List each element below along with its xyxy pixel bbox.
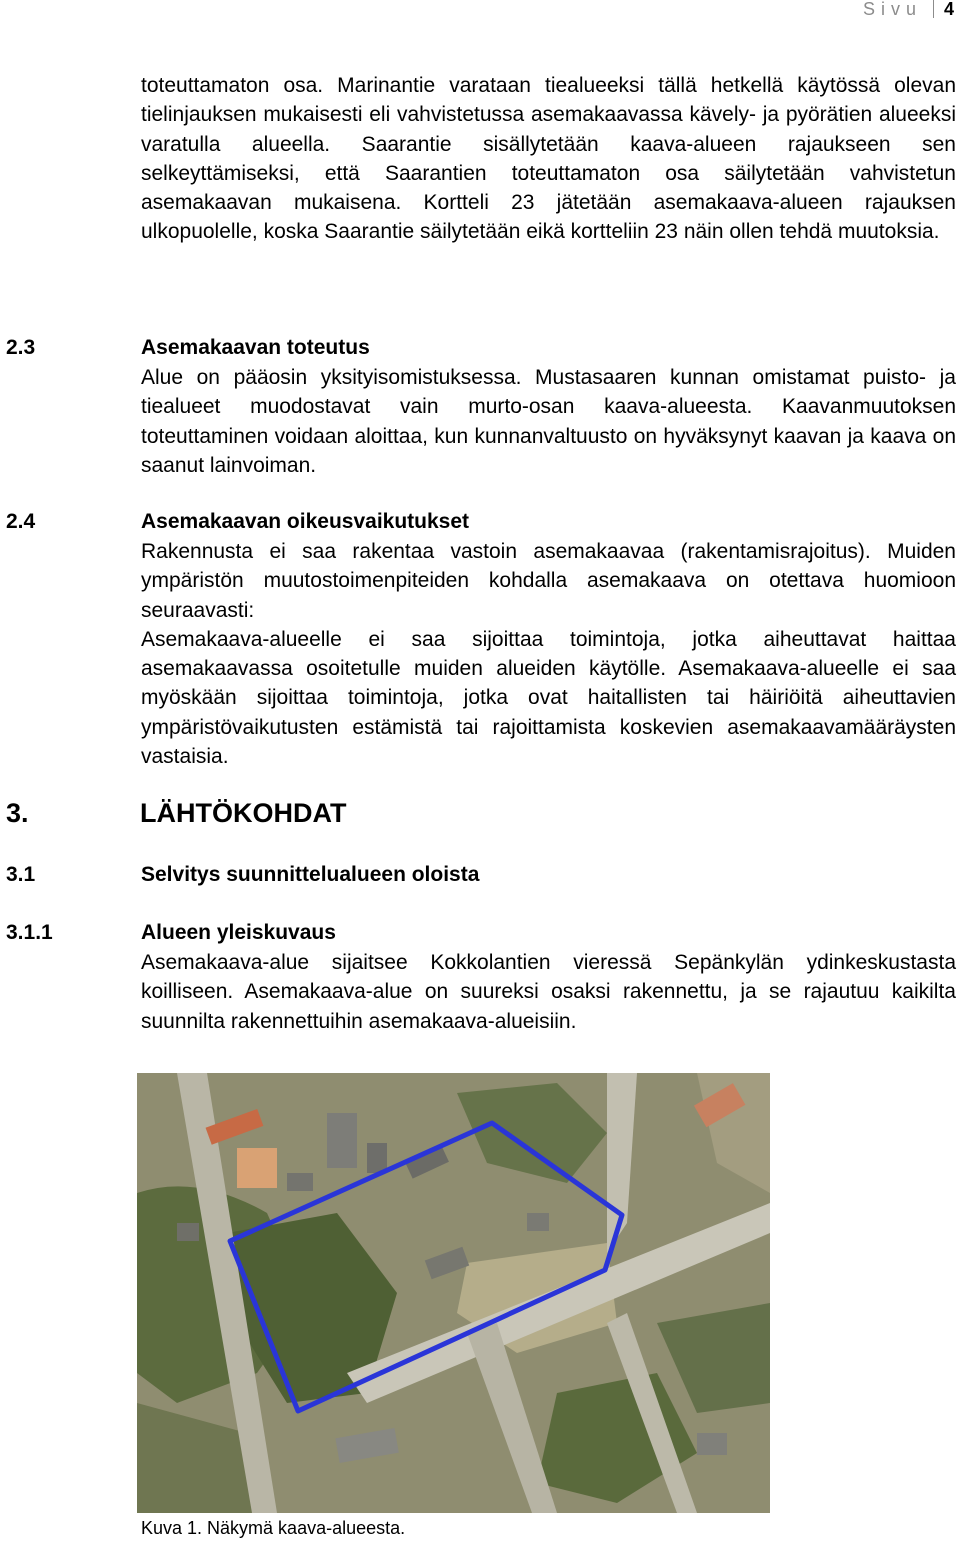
aerial-photo-illustration: [137, 1073, 770, 1513]
section-2-3-text: [141, 363, 956, 480]
section-title: Asemakaavan oikeusvaikutukset: [141, 510, 470, 533]
figure-caption: Kuva 1. Näkymä kaava-alueesta.: [141, 1518, 406, 1538]
page-number: 4: [943, 0, 954, 19]
section-title: Asemakaavan toteutus: [141, 336, 370, 359]
header-divider: [933, 0, 934, 18]
aerial-photo: [137, 1073, 770, 1513]
body-paragraph: Alue on pääosin yksityisomistuksessa. Mustasaaren kunnan omistamat puisto- ja tiealueet muodostavat vain murto-osan kaava-alueesta. Kaavanmuutoksen toteuttaminen voidaan aloittaa, kun kunnanvaltuusto on hyväksynyt kaavan ja kaava on saanut lainvoiman.: [141, 366, 956, 477]
section-3-1-1-text: [141, 948, 956, 1036]
section-title: Selvitys suunnittelualueen oloista: [141, 863, 480, 886]
running-header-word: Sivu: [862, 0, 922, 19]
intro-text: [141, 71, 956, 247]
page-header: [0, 0, 960, 22]
section-number: 2.3: [6, 336, 36, 359]
chapter-title: LÄHTÖKOHDAT: [140, 798, 347, 828]
section-title: Alueen yleiskuvaus: [141, 921, 336, 944]
intro-paragraph: toteuttamaton osa. Marinantie varataan tiealueeksi tällä hetkellä käytössä olevan tielinjauksen mukaisesti eli vahvistetussa asemakaavassa kävely- ja pyörätien alueeksi varatulla alueella. Saarantie sisällytetään kaava-alueen rajaukseen sen selkeyttämiseksi, että Saarantien toteuttamaton osa säilytetään vahvistetun asemakaavan mukaisena. Kortteli 23 jätetään asemakaava-alueen rajauksen ulkopuolelle, koska Saarantie säilytetään eikä kortteliin 23 näin ollen tehdä muutoksia.: [141, 74, 956, 244]
section-2-4-text: [141, 537, 956, 771]
chapter-number: 3.: [6, 798, 29, 828]
body-paragraph: Asemakaava-alueelle ei saa sijoittaa toimintoja, jotka aiheuttavat haittaa asemakaavassa osoitetulle muiden alueiden käytölle. Asemakaava-alueelle ei saa myöskään sijoittaa toimintoja, jotka ovat haitallisten tai häiriöitä aiheuttavien ympäristövaikutusten estämistä tai rajoittamista koskevien asemakaavamääräysten vastaisia.: [141, 627, 956, 769]
body-paragraph: Rakennusta ei saa rakentaa vastoin asemakaavaa (rakentamisrajoitus). Muiden ympäristön muutostoimenpiteiden kohdalla asemakaava on otettava huomioon seuraavasti:: [141, 540, 956, 622]
section-number: 2.4: [6, 510, 36, 533]
section-number: 3.1.1: [6, 921, 53, 944]
section-number: 3.1: [6, 863, 36, 886]
body-paragraph: Asemakaava-alue sijaitsee Kokkolantien vieressä Sepänkylän ydinkeskustasta koilliseen. Asemakaava-alue on suureksi osaksi rakennettu, ja se rajautuu kaikilta suunnilta rakennettuihin asemakaava-alueisiin.: [141, 951, 956, 1033]
